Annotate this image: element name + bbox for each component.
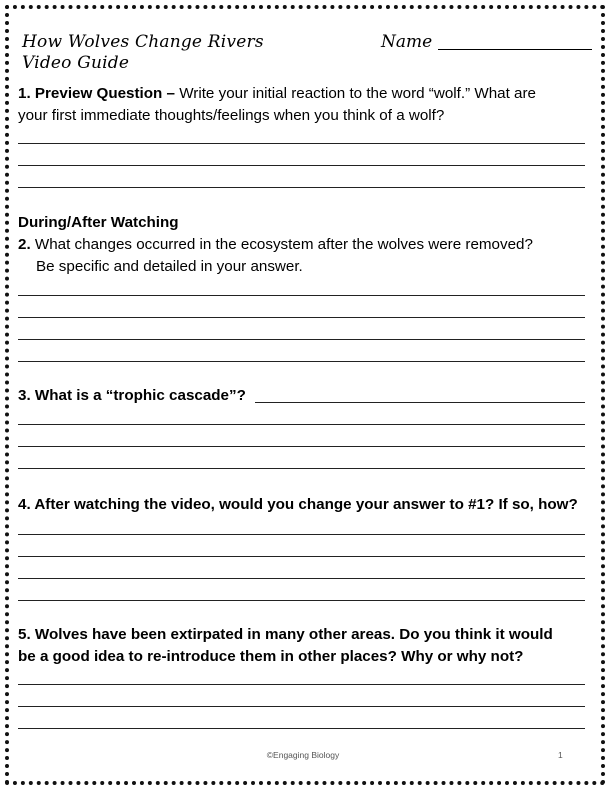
answer-line[interactable] [18, 339, 585, 340]
name-answer-line[interactable] [438, 49, 592, 50]
name-label: Name [381, 32, 433, 52]
title-line-2: Video Guide [22, 53, 130, 73]
question-1-text-part2: your first immediate thoughts/feelings when you think of a wolf? [18, 107, 445, 124]
answer-line[interactable] [18, 165, 585, 166]
question-2-text-part2: Be specific and detailed in your answer. [36, 258, 303, 275]
question-1-text-part1: Write your initial reaction to the word “wolf.” What are [175, 85, 536, 102]
section-heading: During/After Watching [18, 214, 179, 231]
question-3-inline-blank[interactable] [255, 402, 585, 403]
answer-line[interactable] [18, 706, 585, 707]
worksheet-title [22, 32, 322, 74]
question-2-text-part1: What changes occurred in the ecosystem after the wolves were removed? [30, 236, 533, 253]
answer-line[interactable] [18, 295, 585, 296]
question-2-label: 2. [18, 236, 31, 253]
question-1 [18, 83, 594, 127]
question-1-label: 1. Preview Question – [18, 85, 175, 102]
answer-line[interactable] [18, 187, 585, 188]
question-3: 3. What is a “trophic cascade”? [18, 387, 246, 404]
answer-line[interactable] [18, 578, 585, 579]
page-number: 1 [558, 750, 563, 760]
question-5-text-part1: 5. Wolves have been extirpated in many other areas. Do you think it would [18, 626, 553, 643]
answer-line[interactable] [18, 728, 585, 729]
answer-line[interactable] [18, 361, 585, 362]
title-line-1: How Wolves Change Rivers [22, 32, 264, 52]
answer-line[interactable] [18, 317, 585, 318]
question-4: 4. After watching the video, would you change your answer to #1? If so, how? [18, 496, 578, 513]
answer-line[interactable] [18, 446, 585, 447]
answer-line[interactable] [18, 534, 585, 535]
answer-line[interactable] [18, 600, 585, 601]
answer-line[interactable] [18, 556, 585, 557]
question-5 [18, 624, 594, 668]
copyright-footer: ©Engaging Biology [266, 750, 340, 760]
answer-line[interactable] [18, 143, 585, 144]
question-2 [18, 234, 594, 278]
answer-line[interactable] [18, 468, 585, 469]
question-5-text-part2: be a good idea to re-introduce them in other places? Why or why not? [18, 648, 524, 665]
answer-line[interactable] [18, 684, 585, 685]
answer-line[interactable] [18, 424, 585, 425]
